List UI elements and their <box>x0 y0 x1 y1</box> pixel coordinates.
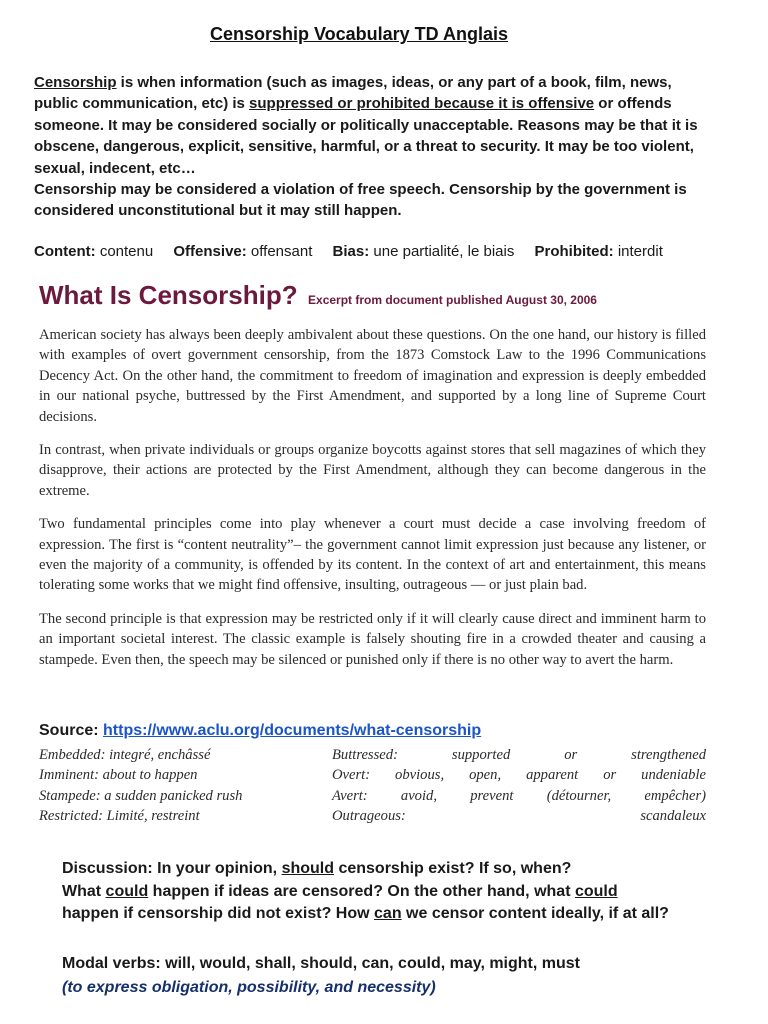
glossary-row <box>39 806 706 826</box>
glossary-entry: Restricted: Limité, restreint <box>39 808 200 825</box>
article-paragraph: In contrast, when private individuals or groups organize boycotts against stores that sell magazines of which they disapprove, their actions are protected by the First Amendment, although they can become dangerous in the extreme. <box>39 442 706 499</box>
glossary-entry: Stampede: a sudden panicked rush <box>39 787 243 804</box>
glossary-entry: Imminent: about to happen <box>39 767 198 784</box>
article-paragraph: American society has always been deeply ambivalent about these questions. On the one hand, our history is filled with examples of overt government censorship, from the 1873 Comstock Law to the 1996 Communications Decency Act. On the other hand, the commitment to freedom of imagination and expression is deeply embedded in our national psyche, buttressed by the First Amendment, and supported by a long line of Supreme Court decisions. <box>39 327 706 425</box>
article-paragraph: The second principle is that expression may be restricted only if it will clearly cause direct and imminent harm to an important societal interest. The classic example is falsely shouting fire in a crowded theater and causing a stampede. Even then, the speech may be silenced or punished only if there is no other way to avert the harm. <box>39 610 706 668</box>
glossary-entry: Overt: obvious, open, apparent or undeniable <box>332 767 706 784</box>
vocab-row <box>34 243 724 260</box>
glossary-entry: Avert: avoid, prevent (détourner, empêcher) <box>332 787 706 804</box>
section-subtitle: Excerpt from document published August 30, 2006 <box>308 293 597 307</box>
page-title: Censorship Vocabulary TD Anglais <box>209 24 509 44</box>
section-heading <box>39 280 729 311</box>
modal-verbs <box>62 952 722 999</box>
modal-verbs-list: Modal verbs: will, would, shall, should, can, could, may, might, must <box>62 955 580 972</box>
glossary-entry: Outrageous: scandaleux <box>332 808 706 825</box>
discussion-line: What could happen if ideas are censored? On the other hand, what could <box>62 882 618 900</box>
censorship-term: Censorship <box>34 74 117 91</box>
vocab-item: Content: contenu <box>34 243 154 260</box>
discussion-line: happen if censorship did not exist? How can we censor content ideally, if at all? <box>62 905 669 922</box>
intro-definition <box>34 72 708 222</box>
article-excerpt <box>39 325 706 683</box>
article-paragraph: Two fundamental principles come into play whenever a court must decide a case involving freedom of expression. The first is “content neutrality”– the government cannot limit expression just because any listener, or even the majority of a community, is offended by its content. In the context of art and entertainment, this means tolerating some works that we might find offensive, insulting, outrageous — or just plain bad. <box>39 516 706 594</box>
modal-verbs-note: (to express obligation, possibility, and necessity) <box>62 978 436 996</box>
intro-paragraph-2: Censorship may be considered a violation of free speech. Censorship by the government is considered unconstitutional but it may still happen. <box>34 181 687 220</box>
vocab-item: Prohibited: interdit <box>534 243 663 260</box>
source-label: Source: <box>39 722 99 739</box>
intro-paragraph-1: Censorship is when information (such as images, ideas, or any part of a book, film, news, public communication, etc) is suppressed or prohibited because it is offensive or offends someone. It may be considered socially or politically unacceptable. Reasons may be that it is obscene, dangerous, explicit, sensitive, harmful, or a threat to security. It may be too violent, sexual, indecent, etc… <box>34 74 698 177</box>
glossary-entry: Buttressed: supported or strengthened <box>332 747 706 763</box>
source-line <box>39 722 719 740</box>
glossary-entry: Embedded: integré, enchâssé <box>39 747 211 763</box>
section-title: What Is Censorship? <box>39 280 298 310</box>
glossary-row <box>39 765 706 785</box>
discussion-line: Discussion: In your opinion, should censorship exist? If so, when? <box>62 860 572 877</box>
vocab-item: Bias: une partialité, le biais <box>332 243 515 260</box>
glossary <box>39 745 706 827</box>
glossary-row <box>39 786 706 806</box>
source-link[interactable]: https://www.aclu.org/documents/what-censorship <box>103 722 482 739</box>
key-phrase: suppressed or prohibited because it is offensive <box>249 95 595 113</box>
discussion-questions <box>62 858 722 926</box>
vocab-item: Offensive: offensant <box>173 243 313 260</box>
glossary-row <box>39 745 706 765</box>
